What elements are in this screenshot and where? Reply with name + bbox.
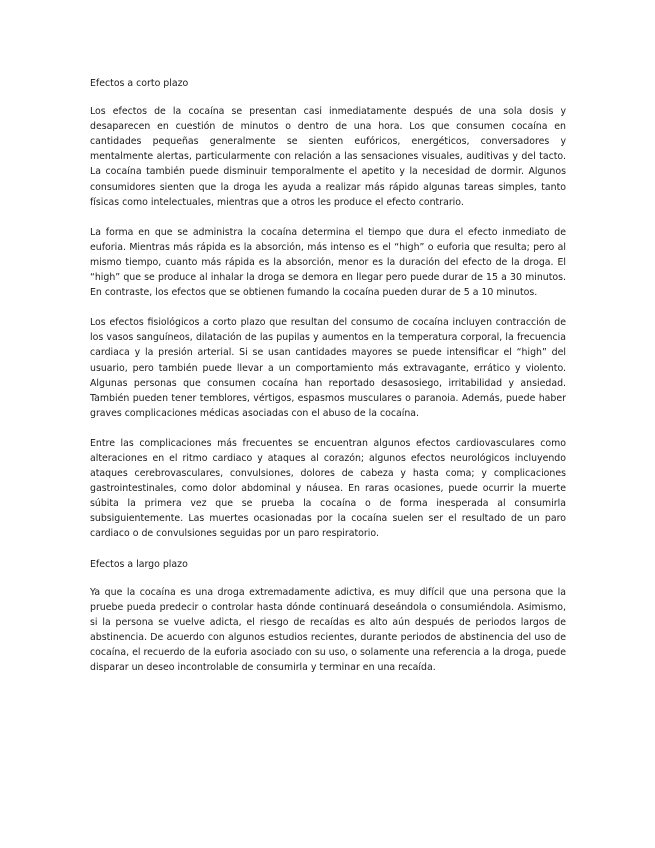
document-body <box>90 76 566 690</box>
paragraph: Los efectos fisiológicos a corto plazo que resultan del consumo de cocaína incluyen contracción de los vasos sanguíneos, dilatación de las pupilas y aumentos en la temperatura corporal, la frecuencia cardiaca y la presión arterial. Si se usan cantidades mayores se puede intensificar el “high” del usuario, pero también puede llevar a un comportamiento más extravagante, errático y violento. Algunas personas que consumen cocaína han reportado desasosiego, irritabilidad y ansiedad. También pueden tener temblores, vértigos, espasmos musculares o paranoia. Además, puede haber graves complicaciones médicas asociadas con el abuso de la cocaína. <box>90 317 566 419</box>
section-heading-corto-plazo: Efectos a corto plazo <box>90 78 189 89</box>
section-heading-largo-plazo: Efectos a largo plazo <box>90 558 188 570</box>
paragraph: La forma en que se administra la cocaína determina el tiempo que dura el efecto inmediato de euforia. Mientras más rápida es la absorción, más intenso es el “high” o euforia que resulta; pero al mismo tiempo, cuanto más rápida es la absorción, menor es la duración del efecto de la droga. El “high” que se produce al inhalar la droga se demora en llegar pero puede durar de 15 a 30 minutos. En contraste, los efectos que se obtienen fumando la cocaína pueden durar de 5 a 10 minutos. <box>90 226 566 299</box>
paragraph: Entre las complicaciones más frecuentes se encuentran algunos efectos cardiovasculares como alteraciones en el ritmo cardiaco y ataques al corazón; algunos efectos neurológicos incluyendo ataques cerebrovasculares, convulsiones, dolores de cabeza y hasta coma; y complicaciones gastrointestinales, como dolor abdominal y náusea. En raras ocasiones, puede ocurrir la muerte súbita la primera vez que se prueba la cocaína o de forma inesperada al consumirla subsiguientemente. Las muertes ocasionadas por la cocaína suelen ser el resultado de un paro cardiaco o de convulsiones seguidas por un paro respiratorio. <box>90 437 566 540</box>
paragraph: Los efectos de la cocaína se presentan casi inmediatamente después de una sola dosis y desaparecen en cuestión de minutos o dentro de una hora. Los que consumen cocaína en cantidades pequeñas generalmente se sienten eufóricos, energéticos, conversadores y mentalmente alertas, particularmente con relación a las sensaciones visuales, auditivas y del tacto. La cocaína también puede disminuir temporalmente el apetito y la necesidad de dormir. Algunos consumidores sienten que la droga les ayuda a realizar más rápido algunas tareas simples, tanto físicas como intelectuales, mientras que a otros les produce el efecto contrario. <box>90 106 566 208</box>
paragraph: Ya que la cocaína es una droga extremadamente adictiva, es muy difícil que una persona que la pruebe pueda predecir o controlar hasta dónde continuará deseándola o consumiéndola. Asimismo, si la persona se vuelve adicta, el riesgo de recaídas es alto aún después de periodos largos de abstinencia. De acuerdo con algunos estudios recientes, durante periodos de abstinencia del uso de cocaína, el recuerdo de la euforia asociado con su uso, o solamente una referencia a la droga, puede disparar un deseo incontrolable de consumirla y terminar en una recaída. <box>90 586 566 674</box>
